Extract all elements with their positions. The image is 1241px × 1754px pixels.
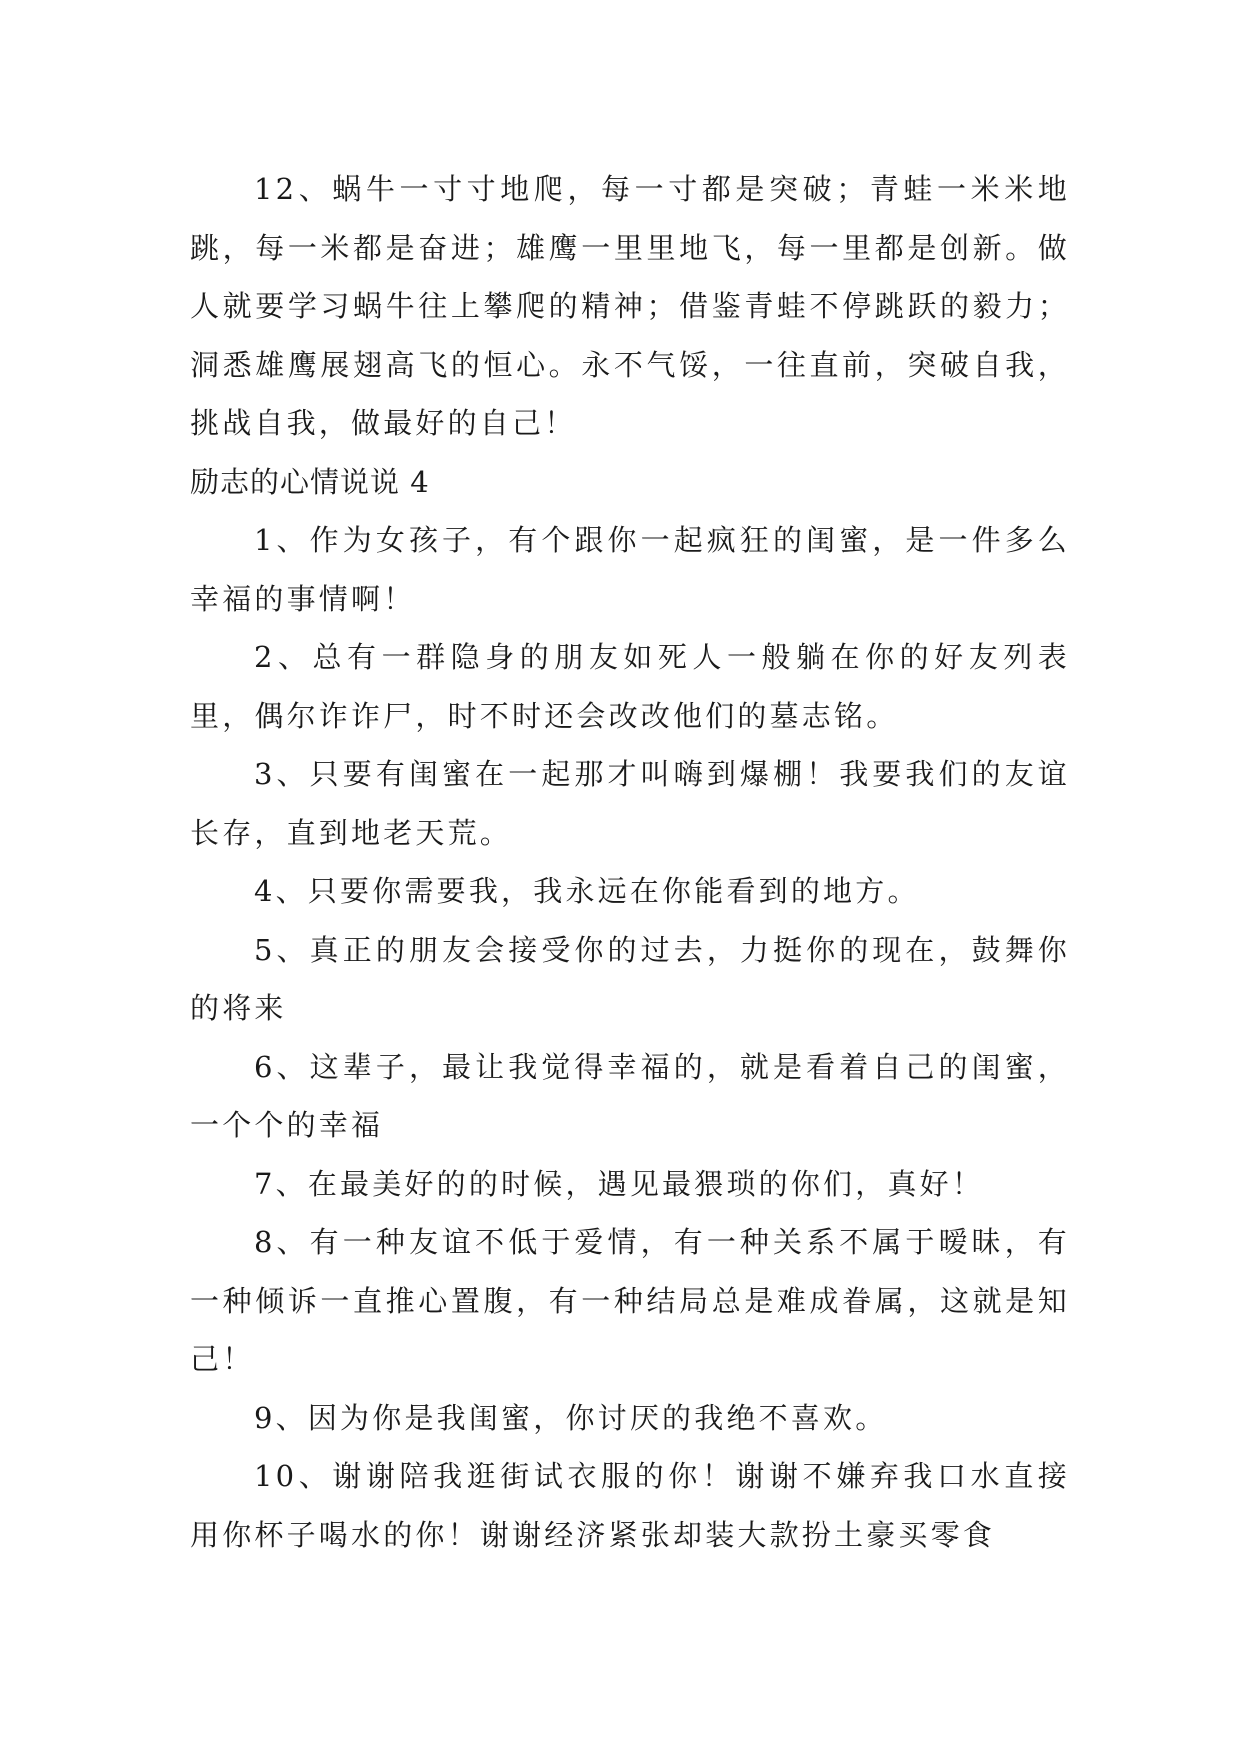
list-item: 9、因为你是我闺蜜，你讨厌的我绝不喜欢。 — [254, 1400, 888, 1435]
list-item: 10、谢谢陪我逛街试衣服的你！谢谢不嫌弃我口水直接用你杯子喝水的你！谢谢经济紧张却装大款扮土豪买零食 — [190, 1459, 1070, 1552]
list-item: 1、作为女孩子，有个跟你一起疯狂的闺蜜，是一件多么幸福的事情啊！ — [190, 523, 1070, 616]
list-item: 4、只要你需要我，我永远在你能看到的地方。 — [254, 874, 920, 908]
intro-paragraph: 12、蜗牛一寸寸地爬，每一寸都是突破；青蛙一米米地跳，每一米都是奋进；雄鹰一里里地飞，每一里都是创新。做人就要学习蜗牛往上攀爬的精神；借鉴青蛙不停跳跃的毅力；洞悉雄鹰展翅高飞的恒心。永不气馁，一往直前，突破自我，挑战自我，做最好的自己！ — [190, 172, 1070, 440]
list-item: 5、真正的朋友会接受你的过去，力挺你的现在，鼓舞你的将来 — [190, 932, 1070, 1025]
section-heading: 励志的心情说说 4 — [190, 464, 430, 499]
list-item: 7、在最美好的的时候，遇见最猥琐的你们，真好！ — [254, 1166, 985, 1201]
list-item: 8、有一种友谊不低于爱情，有一种关系不属于暧昧，有一种倾诉一直推心置腹，有一种结局总是难成眷属，这就是知己！ — [190, 1225, 1070, 1376]
list-item: 6、这辈子，最让我觉得幸福的，就是看着自己的闺蜜，一个个的幸福 — [190, 1049, 1070, 1142]
document-page — [190, 160, 1070, 1564]
list-item: 3、只要有闺蜜在一起那才叫嗨到爆棚！我要我们的友谊长存，直到地老天荒。 — [190, 757, 1070, 850]
list-item: 2、总有一群隐身的朋友如死人一般躺在你的好友列表里，偶尔诈诈尸，时不时还会改改他们的墓志铭。 — [190, 640, 1070, 733]
